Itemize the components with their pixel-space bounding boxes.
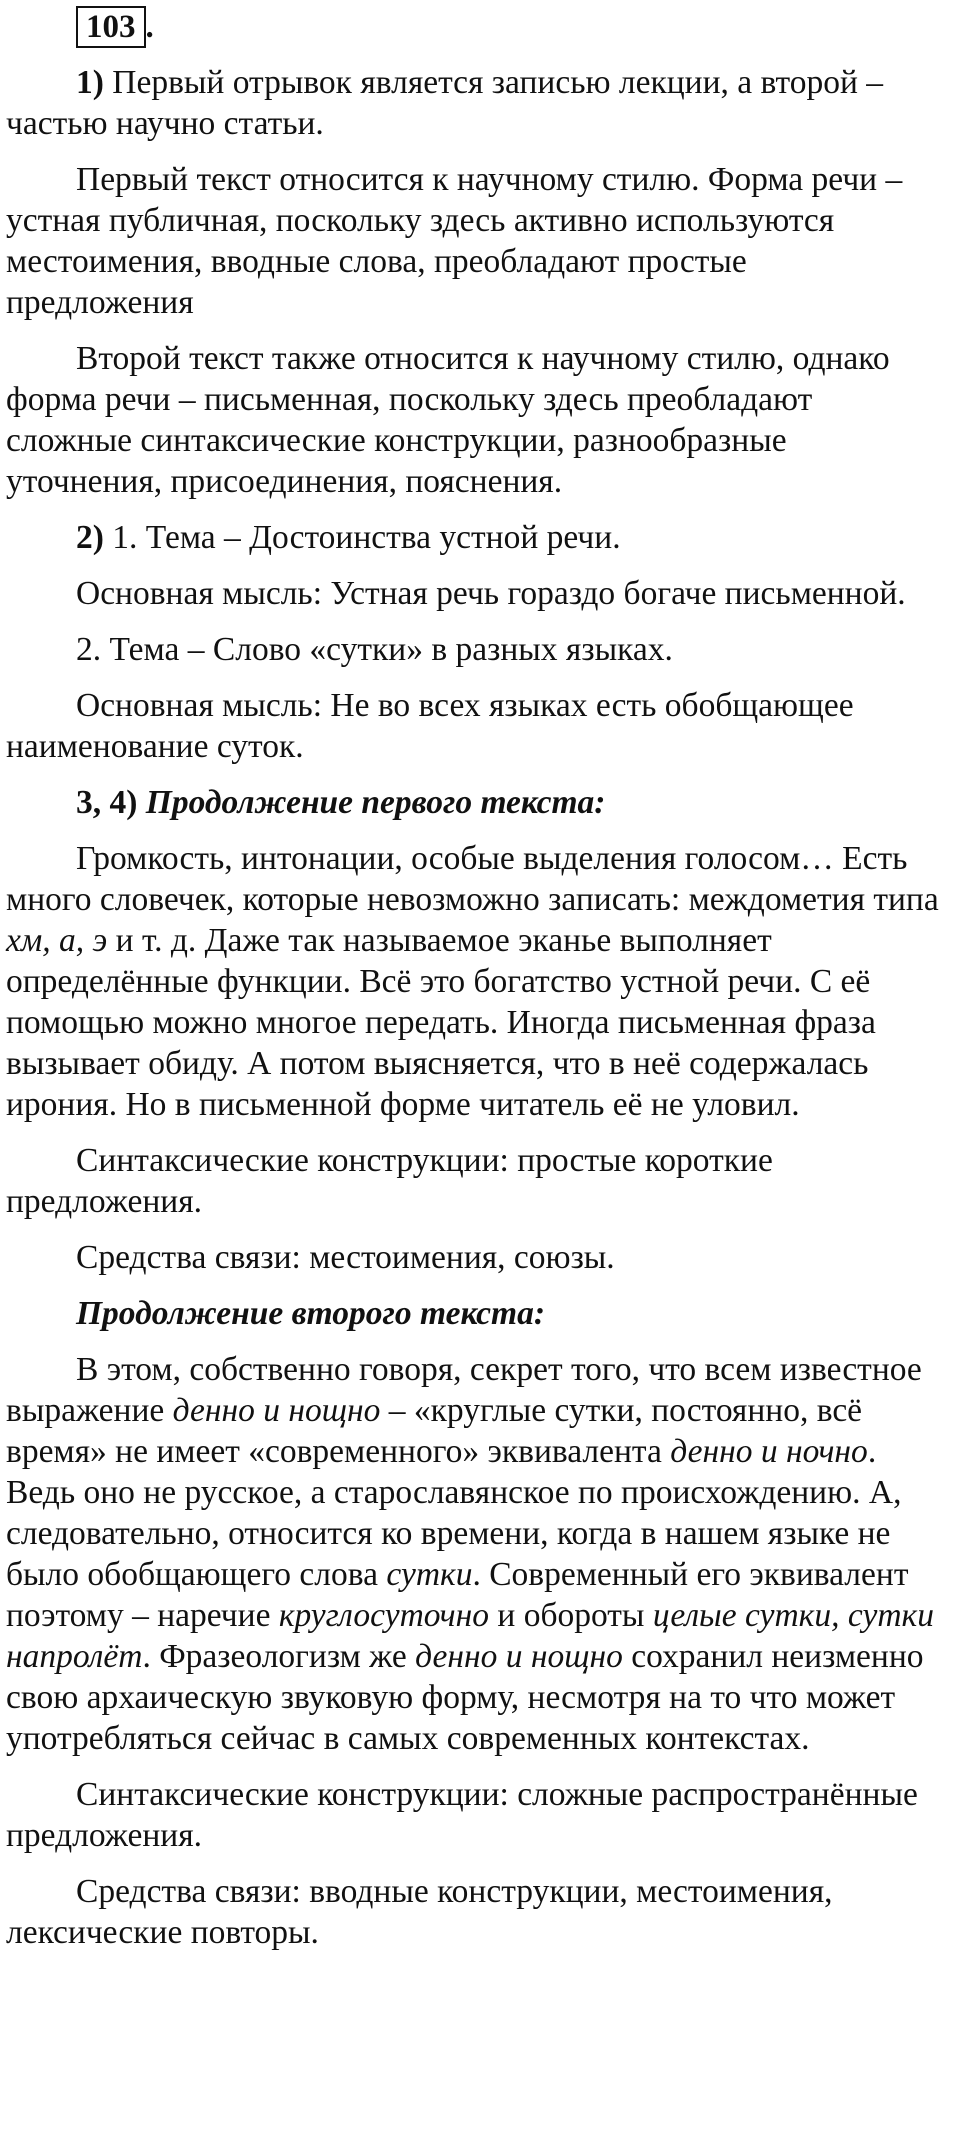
paragraph-text: – «круглые сутки, постоянно, всё время» не имеет «современного» эквивалента	[6, 1392, 863, 1470]
paragraph-text: и т. д. Даже так называемое эканье выполняет определённые функции. Всё это богатство устной речи. С её помощью можно многое передать. Иногда письменная фраза вызывает обиду. А потом выясняется, что в неё содержалась ирония. Но в письменной форме читатель её не уловил.	[6, 922, 876, 1123]
paragraph-text: В этом, собственно говоря, секрет того, что всем известное выражение	[6, 1351, 922, 1429]
italic-phrase: круглосуточно	[278, 1597, 490, 1634]
italic-phrase: денно и нощно	[172, 1392, 381, 1429]
italic-phrase: сутки	[386, 1556, 473, 1593]
item-marker: 2)	[76, 519, 104, 556]
paragraph-text: Первый отрывок является записью лекции, а второй – частью научно статьи.	[6, 64, 883, 142]
item-marker: 3, 4)	[76, 784, 138, 821]
paragraph-11: Средства связи: местоимения, союзы.	[76, 1239, 615, 1276]
item-marker: 1)	[76, 64, 104, 101]
paragraph-text: . Ведь оно не русское, а старославянское по происхождению. А, следовательно, относится ко времени, когда в нашем языке не было обобщающего слова	[6, 1433, 902, 1593]
italic-phrase: хм, а, э	[6, 922, 108, 959]
paragraph-12	[6, 1293, 942, 1334]
paragraph-6: 2. Тема – Слово «сутки» в разных языках.	[76, 631, 673, 668]
paragraph-text: сохранил неизменно свою архаическую звуковую форму, несмотря на то что может употребляться сейчас в самых современных контекстах.	[6, 1638, 924, 1757]
paragraph-8	[6, 782, 942, 823]
paragraph-14: Синтаксические конструкции: сложные распространённые предложения.	[6, 1776, 918, 1854]
italic-phrase: целые сутки, сутки напролёт	[6, 1597, 934, 1675]
italic-phrase: денно и ночно	[670, 1433, 868, 1470]
paragraph-text: и обороты	[489, 1597, 653, 1634]
paragraph-4	[6, 517, 942, 558]
exercise-number-dot: .	[145, 9, 154, 45]
exercise-number: 103	[76, 6, 146, 48]
paragraph-text: . Фразеологизм же	[142, 1638, 416, 1675]
paragraph-15: Средства связи: вводные конструкции, местоимения, лексические повторы.	[6, 1873, 833, 1951]
paragraph-1	[6, 62, 942, 144]
italic-phrase: денно и нощно	[415, 1638, 623, 1675]
paragraph-3: Второй текст также относится к научному стилю, однако форма речи – письменная, поскольку здесь преобладают сложные синтаксические конструкции, разнообразные уточнения, присоединения, пояснения.	[6, 340, 890, 500]
section-heading: Продолжение первого текста:	[145, 784, 606, 821]
paragraph-5: Основная мысль: Устная речь гораздо богаче письменной.	[76, 575, 906, 612]
paragraph-13	[6, 1349, 942, 1759]
paragraph-text: Громкость, интонации, особые выделения голосом… Есть много словечек, которые невозможно записать: междометия типа	[6, 840, 939, 918]
section-heading: Продолжение второго текста:	[76, 1295, 545, 1332]
exercise-header	[6, 0, 942, 48]
paragraph-text: . Современный его эквивалент поэтому – наречие	[6, 1556, 909, 1634]
paragraph-10: Синтаксические конструкции: простые короткие предложения.	[6, 1142, 773, 1220]
paragraph-text: 1. Тема – Достоинства устной речи.	[103, 519, 621, 556]
paragraph-2: Первый текст относится к научному стилю. Форма речи – устная публичная, поскольку здесь активно используются местоимения, вводные слова, преобладают простые предложения	[6, 161, 903, 321]
paragraph-7: Основная мысль: Не во всех языках есть обобщающее наименование суток.	[6, 687, 854, 765]
paragraph-9	[6, 838, 942, 1125]
